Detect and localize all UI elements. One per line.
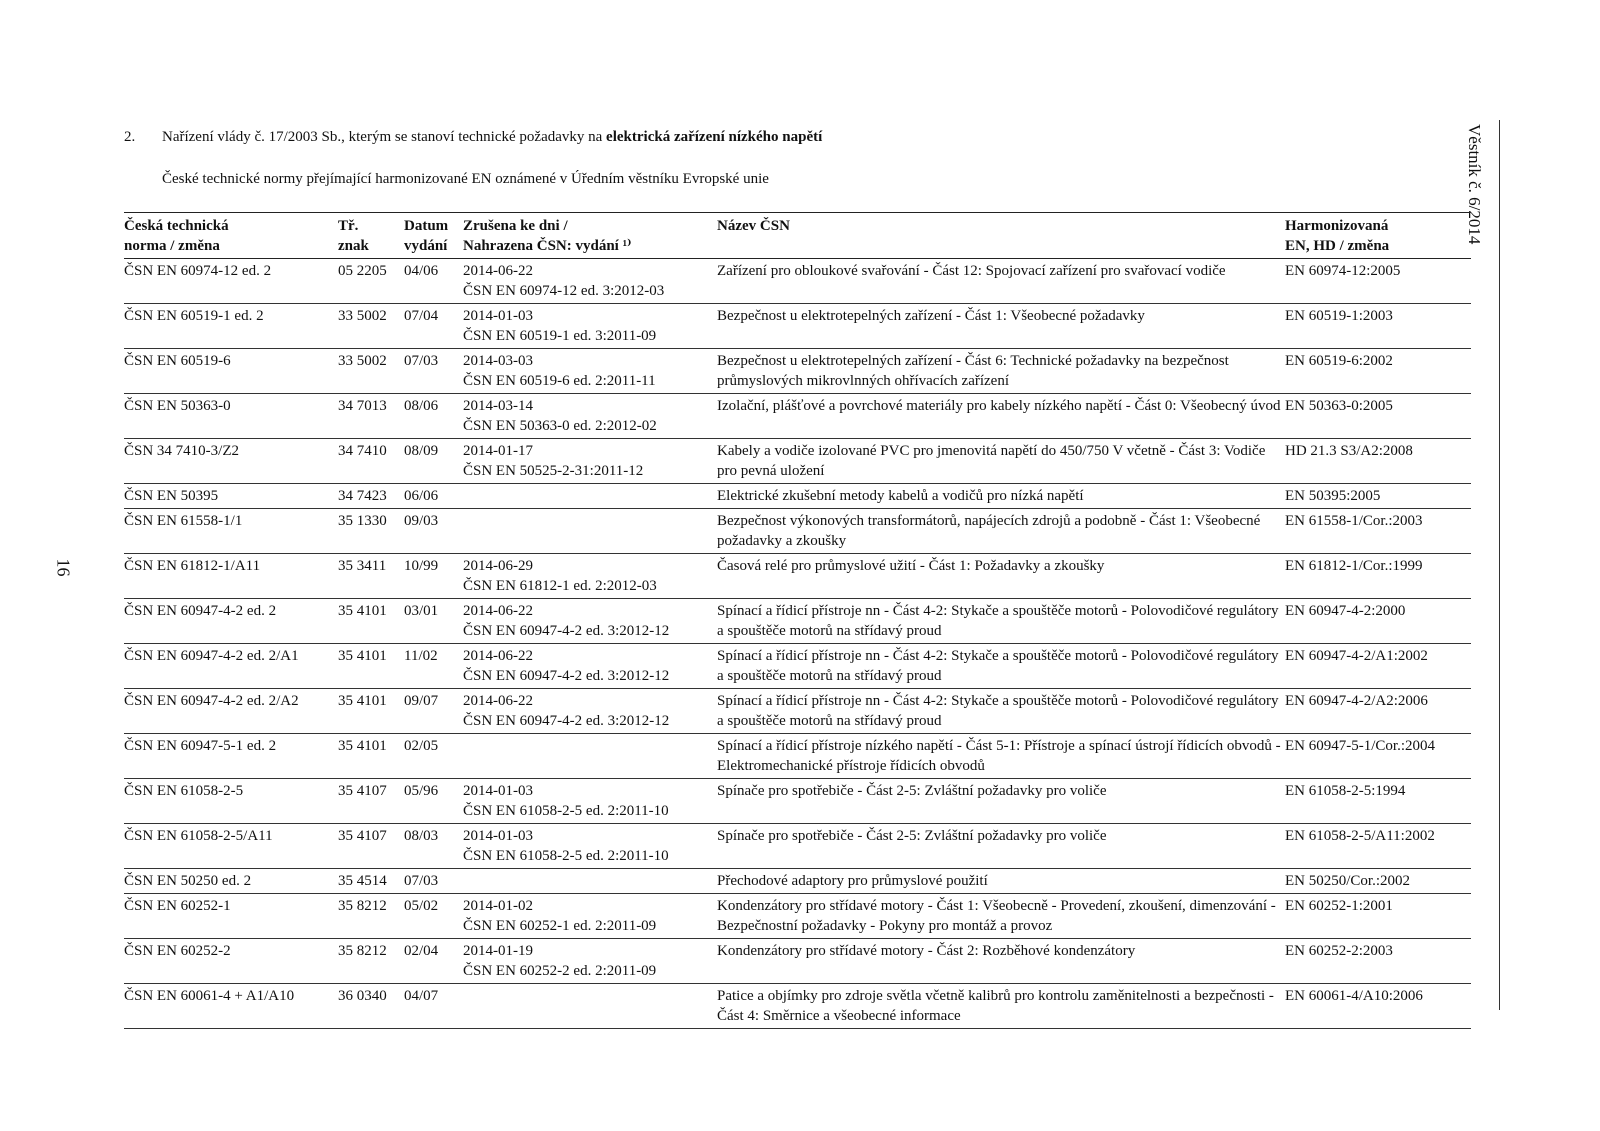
norm-norm: ČSN EN 60947-4-2 ed. 2	[124, 603, 277, 619]
title-nazev: Bezpečnost u elektrotepelných zařízení - Část 6: Technické požadavky na bezpečnost průmyslových mikrovlnných ohřívacích zařízení	[717, 353, 1229, 389]
issue-date-datum: 04/07	[404, 988, 439, 1004]
title-nazev: Spínací a řídicí přístroje nn - Část 4-2: Stykače a spouštěče motorů - Polovodičové regulátory a spouštěče motorů na střídavý proud	[717, 603, 1279, 639]
title-cell	[717, 984, 1285, 1029]
withdrawn-replaced-nahrazena: ČSN EN 60519-1 ed. 3:2011-09	[463, 328, 657, 344]
class-code-znak: 35 3411	[338, 558, 387, 574]
title-cell	[717, 689, 1285, 734]
table-row	[124, 779, 1471, 824]
class-code-cell	[338, 824, 404, 869]
section-number: 2.	[124, 129, 136, 145]
class-code-cell	[338, 939, 404, 984]
harmonized-en-cell	[1285, 484, 1471, 509]
class-code-znak: 35 4101	[338, 603, 387, 619]
withdrawn-replaced-cell	[463, 554, 717, 599]
harmonized-en-cell	[1285, 779, 1471, 824]
table-row	[124, 439, 1471, 484]
harmonized-en-en: EN 50363-0:2005	[1285, 398, 1393, 414]
issue-date-datum: 07/04	[404, 308, 439, 324]
class-code-znak: 35 1330	[338, 513, 387, 529]
norm-norm: ČSN EN 60252-1	[124, 898, 231, 914]
norm-norm: ČSN EN 50363-0	[124, 398, 231, 414]
issue-date-datum: 08/06	[404, 398, 439, 414]
harmonized-en-en: EN 61058-2-5/A11:2002	[1285, 828, 1435, 844]
issue-date-datum: 09/07	[404, 693, 439, 709]
harmonized-en-en: EN 60061-4/A10:2006	[1285, 988, 1423, 1004]
issue-date-datum: 08/03	[404, 828, 439, 844]
header-issue-date: Datum vydání	[404, 213, 463, 259]
harmonized-en-en: EN 60947-4-2/A1:2002	[1285, 648, 1428, 664]
issue-date-cell	[404, 484, 463, 509]
table-caption: České technické normy přejímající harmonizované EN oznámené v Úředním věstníku Evropské unie	[162, 171, 769, 187]
norm-norm: ČSN EN 50395	[124, 488, 219, 504]
harmonized-en-en: EN 60252-1:2001	[1285, 898, 1393, 914]
class-code-cell	[338, 644, 404, 689]
issue-date-datum: 05/96	[404, 783, 439, 799]
withdrawn-replaced-cell	[463, 779, 717, 824]
header-class-code: Tř. znak	[338, 213, 404, 259]
norm-cell	[124, 984, 338, 1029]
harmonized-en-en: EN 60974-12:2005	[1285, 263, 1401, 279]
norm-cell	[124, 779, 338, 824]
harmonized-en-en: HD 21.3 S3/A2:2008	[1285, 443, 1413, 459]
harmonized-en-en: EN 60947-4-2/A2:2006	[1285, 693, 1428, 709]
harmonized-en-cell	[1285, 349, 1471, 394]
norm-cell	[124, 394, 338, 439]
withdrawn-replaced-zrusena: 2014-01-17	[463, 443, 533, 459]
norm-cell	[124, 439, 338, 484]
table-row	[124, 349, 1471, 394]
journal-title-text: Věstník č. 6/2014	[1465, 124, 1484, 245]
norm-norm: ČSN EN 61058-2-5	[124, 783, 244, 799]
table-row	[124, 734, 1471, 779]
harmonized-en-cell	[1285, 984, 1471, 1029]
class-code-cell	[338, 984, 404, 1029]
withdrawn-replaced-nahrazena: ČSN EN 60252-1 ed. 2:2011-09	[463, 918, 657, 934]
withdrawn-replaced-nahrazena: ČSN EN 60947-4-2 ed. 3:2012-12	[463, 713, 670, 729]
issue-date-cell	[404, 394, 463, 439]
withdrawn-replaced-cell	[463, 644, 717, 689]
title-cell	[717, 439, 1285, 484]
title-nazev: Přechodové adaptory pro průmyslové použití	[717, 873, 988, 889]
withdrawn-replaced-cell	[463, 259, 717, 304]
harmonized-en-cell	[1285, 554, 1471, 599]
title-nazev: Elektrické zkušební metody kabelů a vodičů pro nízká napětí	[717, 488, 1084, 504]
header-harmonized-en: Harmonizovaná EN, HD / změna	[1285, 213, 1471, 259]
class-code-cell	[338, 599, 404, 644]
withdrawn-replaced-zrusena: 2014-01-19	[463, 943, 533, 959]
class-code-znak: 34 7410	[338, 443, 387, 459]
header-norm: Česká technická norma / změna	[124, 213, 338, 259]
title-cell	[717, 484, 1285, 509]
class-code-cell	[338, 554, 404, 599]
withdrawn-replaced-zrusena: 2014-06-22	[463, 263, 533, 279]
issue-date-cell	[404, 939, 463, 984]
title-nazev: Časová relé pro průmyslové užití - Část 1: Požadavky a zkoušky	[717, 558, 1105, 574]
withdrawn-replaced-zrusena: 2014-01-02	[463, 898, 533, 914]
harmonized-en-cell	[1285, 894, 1471, 939]
issue-date-cell	[404, 599, 463, 644]
withdrawn-replaced-cell	[463, 734, 717, 779]
issue-date-cell	[404, 304, 463, 349]
harmonized-en-cell	[1285, 869, 1471, 894]
norm-cell	[124, 689, 338, 734]
issue-date-datum: 02/04	[404, 943, 439, 959]
header-withdrawn-replaced: Zrušena ke dni / Nahrazena ČSN: vydání ¹⁾	[463, 213, 717, 259]
table-row	[124, 939, 1471, 984]
issue-date-cell	[404, 824, 463, 869]
title-nazev: Spínací a řídicí přístroje nn - Část 4-2: Stykače a spouštěče motorů - Polovodičové regulátory a spouštěče motorů na střídavý proud	[717, 693, 1279, 729]
class-code-cell	[338, 779, 404, 824]
title-nazev: Kabely a vodiče izolované PVC pro jmenovitá napětí do 450/750 V včetně - Část 3: Vodiče pro pevná uložení	[717, 443, 1266, 479]
title-cell	[717, 259, 1285, 304]
withdrawn-replaced-cell	[463, 599, 717, 644]
harmonized-en-en: EN 60252-2:2003	[1285, 943, 1393, 959]
withdrawn-replaced-nahrazena: ČSN EN 60947-4-2 ed. 3:2012-12	[463, 668, 670, 684]
issue-date-cell	[404, 869, 463, 894]
harmonized-en-en: EN 60519-1:2003	[1285, 308, 1393, 324]
norm-cell	[124, 259, 338, 304]
norm-cell	[124, 554, 338, 599]
norm-norm: ČSN EN 60519-6	[124, 353, 231, 369]
norm-norm: ČSN EN 60974-12 ed. 2	[124, 263, 272, 279]
class-code-znak: 35 8212	[338, 898, 387, 914]
withdrawn-replaced-zrusena: 2014-03-14	[463, 398, 533, 414]
withdrawn-replaced-nahrazena: ČSN EN 61812-1 ed. 2:2012-03	[463, 578, 657, 594]
table-row	[124, 869, 1471, 894]
table-row	[124, 394, 1471, 439]
table-row	[124, 644, 1471, 689]
issue-date-cell	[404, 984, 463, 1029]
title-nazev: Spínací a řídicí přístroje nízkého napětí - Část 5-1: Přístroje a spínací ústrojí řídicích obvodů - Elektromechanické přístroje řídicích obvodů	[717, 738, 1281, 774]
issue-date-datum: 05/02	[404, 898, 439, 914]
title-nazev: Izolační, plášťové a povrchové materiály pro kabely nízkého napětí - Část 0: Všeobecný úvod	[717, 398, 1281, 414]
title-nazev: Spínací a řídicí přístroje nn - Část 4-2: Stykače a spouštěče motorů - Polovodičové regulátory a spouštěče motorů na střídavý proud	[717, 648, 1279, 684]
withdrawn-replaced-nahrazena: ČSN EN 61058-2-5 ed. 2:2011-10	[463, 848, 669, 864]
harmonized-en-cell	[1285, 394, 1471, 439]
table-row	[124, 259, 1471, 304]
harmonized-en-cell	[1285, 644, 1471, 689]
withdrawn-replaced-nahrazena: ČSN EN 60947-4-2 ed. 3:2012-12	[463, 623, 670, 639]
issue-date-cell	[404, 779, 463, 824]
norm-cell	[124, 734, 338, 779]
title-nazev: Kondenzátory pro střídavé motory - Část 1: Všeobecně - Provedení, zkoušení, dimenzování - Bezpečnostní požadavky - Pokyny pro montáž a provoz	[717, 898, 1276, 934]
class-code-cell	[338, 509, 404, 554]
issue-date-cell	[404, 554, 463, 599]
norm-cell	[124, 824, 338, 869]
norm-norm: ČSN EN 60252-2	[124, 943, 231, 959]
title-nazev: Kondenzátory pro střídavé motory - Část 2: Rozběhové kondenzátory	[717, 943, 1136, 959]
norm-norm: ČSN EN 50250 ed. 2	[124, 873, 252, 889]
issue-date-datum: 04/06	[404, 263, 439, 279]
withdrawn-replaced-zrusena: 2014-06-22	[463, 648, 533, 664]
table-row	[124, 554, 1471, 599]
title-cell	[717, 394, 1285, 439]
harmonized-en-en: EN 61812-1/Cor.:1999	[1285, 558, 1423, 574]
table-row	[124, 304, 1471, 349]
norm-cell	[124, 894, 338, 939]
title-cell	[717, 824, 1285, 869]
norm-norm: ČSN EN 60519-1 ed. 2	[124, 308, 264, 324]
title-cell	[717, 869, 1285, 894]
harmonized-en-cell	[1285, 304, 1471, 349]
norm-norm: ČSN EN 61558-1/1	[124, 513, 243, 529]
issue-date-datum: 09/03	[404, 513, 439, 529]
norm-cell	[124, 304, 338, 349]
norm-norm: ČSN EN 60947-4-2 ed. 2/A2	[124, 693, 299, 709]
withdrawn-replaced-zrusena: 2014-06-22	[463, 693, 533, 709]
title-nazev: Spínače pro spotřebiče - Část 2-5: Zvláštní požadavky pro voliče	[717, 783, 1107, 799]
class-code-cell	[338, 869, 404, 894]
withdrawn-replaced-cell	[463, 984, 717, 1029]
class-code-znak: 34 7013	[338, 398, 387, 414]
harmonized-en-cell	[1285, 734, 1471, 779]
issue-date-cell	[404, 894, 463, 939]
issue-date-datum: 08/09	[404, 443, 439, 459]
issue-date-cell	[404, 509, 463, 554]
withdrawn-replaced-cell	[463, 894, 717, 939]
class-code-znak: 35 4101	[338, 648, 387, 664]
issue-date-cell	[404, 689, 463, 734]
withdrawn-replaced-nahrazena: ČSN EN 50363-0 ed. 2:2012-02	[463, 418, 657, 434]
section-heading-text: Nařízení vlády č. 17/2003 Sb., kterým se stanoví technické požadavky na	[162, 129, 607, 145]
harmonized-en-en: EN 60519-6:2002	[1285, 353, 1393, 369]
issue-date-cell	[404, 734, 463, 779]
title-nazev: Zařízení pro obloukové svařování - Část 12: Spojovací zařízení pro svařovací vodiče	[717, 263, 1226, 279]
harmonized-en-en: EN 60947-5-1/Cor.:2004	[1285, 738, 1435, 754]
class-code-znak: 05 2205	[338, 263, 387, 279]
issue-date-datum: 03/01	[404, 603, 439, 619]
norm-cell	[124, 509, 338, 554]
class-code-cell	[338, 894, 404, 939]
withdrawn-replaced-zrusena: 2014-06-22	[463, 603, 533, 619]
title-nazev: Bezpečnost u elektrotepelných zařízení - Část 1: Všeobecné požadavky	[717, 308, 1145, 324]
withdrawn-replaced-nahrazena: ČSN EN 60974-12 ed. 3:2012-03	[463, 283, 665, 299]
harmonized-en-en: EN 50250/Cor.:2002	[1285, 873, 1411, 889]
withdrawn-replaced-nahrazena: ČSN EN 60252-2 ed. 2:2011-09	[463, 963, 657, 979]
withdrawn-replaced-zrusena: 2014-06-29	[463, 558, 533, 574]
norm-cell	[124, 644, 338, 689]
issue-date-cell	[404, 644, 463, 689]
title-cell	[717, 509, 1285, 554]
norm-norm: ČSN EN 60947-5-1 ed. 2	[124, 738, 277, 754]
issue-date-cell	[404, 259, 463, 304]
class-code-znak: 35 4101	[338, 693, 387, 709]
class-code-cell	[338, 439, 404, 484]
withdrawn-replaced-cell	[463, 439, 717, 484]
title-cell	[717, 349, 1285, 394]
harmonized-en-cell	[1285, 689, 1471, 734]
class-code-znak: 33 5002	[338, 308, 387, 324]
title-cell	[717, 779, 1285, 824]
withdrawn-replaced-cell	[463, 824, 717, 869]
norm-cell	[124, 869, 338, 894]
norm-norm: ČSN EN 61812-1/A11	[124, 558, 261, 574]
harmonized-en-cell	[1285, 439, 1471, 484]
page-number: 16	[53, 558, 74, 577]
harmonized-en-cell	[1285, 824, 1471, 869]
norm-cell	[124, 484, 338, 509]
title-nazev: Spínače pro spotřebiče - Část 2-5: Zvláštní požadavky pro voliče	[717, 828, 1107, 844]
class-code-cell	[338, 689, 404, 734]
table-row	[124, 894, 1471, 939]
title-cell	[717, 894, 1285, 939]
header-title: Název ČSN	[717, 213, 1285, 259]
class-code-cell	[338, 484, 404, 509]
table-row	[124, 484, 1471, 509]
class-code-cell	[338, 304, 404, 349]
class-code-znak: 35 4101	[338, 738, 387, 754]
table-row	[124, 689, 1471, 734]
withdrawn-replaced-nahrazena: ČSN EN 60519-6 ed. 2:2011-11	[463, 373, 656, 389]
class-code-znak: 33 5002	[338, 353, 387, 369]
norm-cell	[124, 599, 338, 644]
withdrawn-replaced-zrusena: 2014-01-03	[463, 308, 533, 324]
class-code-cell	[338, 734, 404, 779]
withdrawn-replaced-cell	[463, 349, 717, 394]
title-cell	[717, 554, 1285, 599]
norm-norm: ČSN EN 60061-4 + A1/A10	[124, 988, 295, 1004]
norm-norm: ČSN EN 61058-2-5/A11	[124, 828, 273, 844]
withdrawn-replaced-zrusena: 2014-03-03	[463, 353, 533, 369]
class-code-znak: 34 7423	[338, 488, 387, 504]
title-cell	[717, 599, 1285, 644]
title-nazev: Patice a objímky pro zdroje světla včetně kalibrů pro kontrolu zaměnitelnosti a bezpečnosti - Část 4: Směrnice a všeobecné informace	[717, 988, 1274, 1024]
title-nazev: Bezpečnost výkonových transformátorů, napájecích zdrojů a podobně - Část 1: Všeobecné požadavky a zkoušky	[717, 513, 1261, 549]
class-code-cell	[338, 259, 404, 304]
issue-date-datum: 10/99	[404, 558, 439, 574]
table-row	[124, 824, 1471, 869]
withdrawn-replaced-cell	[463, 869, 717, 894]
issue-date-datum: 07/03	[404, 873, 439, 889]
issue-date-cell	[404, 349, 463, 394]
table-header-row	[124, 213, 1471, 259]
harmonized-en-en: EN 61058-2-5:1994	[1285, 783, 1406, 799]
class-code-znak: 35 4107	[338, 828, 387, 844]
norm-cell	[124, 939, 338, 984]
harmonized-en-cell	[1285, 509, 1471, 554]
class-code-znak: 36 0340	[338, 988, 387, 1004]
withdrawn-replaced-cell	[463, 689, 717, 734]
side-rule-line	[1499, 120, 1500, 1010]
table-row	[124, 509, 1471, 554]
harmonized-en-en: EN 61558-1/Cor.:2003	[1285, 513, 1423, 529]
withdrawn-replaced-nahrazena: ČSN EN 61058-2-5 ed. 2:2011-10	[463, 803, 669, 819]
withdrawn-replaced-cell	[463, 939, 717, 984]
harmonized-en-cell	[1285, 939, 1471, 984]
class-code-cell	[338, 349, 404, 394]
harmonized-en-cell	[1285, 259, 1471, 304]
harmonized-en-cell	[1285, 599, 1471, 644]
issue-date-datum: 07/03	[404, 353, 439, 369]
table-row	[124, 599, 1471, 644]
withdrawn-replaced-cell	[463, 304, 717, 349]
norm-cell	[124, 349, 338, 394]
withdrawn-replaced-cell	[463, 484, 717, 509]
harmonized-en-en: EN 50395:2005	[1285, 488, 1381, 504]
issue-date-datum: 11/02	[404, 648, 438, 664]
class-code-znak: 35 4514	[338, 873, 387, 889]
title-cell	[717, 644, 1285, 689]
section-heading	[124, 128, 1424, 147]
withdrawn-replaced-cell	[463, 509, 717, 554]
class-code-znak: 35 4107	[338, 783, 387, 799]
section-heading-bold: elektrická zařízení nízkého napětí	[606, 129, 823, 145]
title-cell	[717, 304, 1285, 349]
withdrawn-replaced-zrusena: 2014-01-03	[463, 783, 533, 799]
title-cell	[717, 939, 1285, 984]
withdrawn-replaced-nahrazena: ČSN EN 50525-2-31:2011-12	[463, 463, 644, 479]
norm-norm: ČSN 34 7410-3/Z2	[124, 443, 240, 459]
norm-norm: ČSN EN 60947-4-2 ed. 2/A1	[124, 648, 299, 664]
standards-table	[124, 212, 1471, 1029]
issue-date-datum: 02/05	[404, 738, 439, 754]
harmonized-en-en: EN 60947-4-2:2000	[1285, 603, 1406, 619]
table-row	[124, 984, 1471, 1029]
title-cell	[717, 734, 1285, 779]
issue-date-cell	[404, 439, 463, 484]
issue-date-datum: 06/06	[404, 488, 439, 504]
class-code-znak: 35 8212	[338, 943, 387, 959]
withdrawn-replaced-cell	[463, 394, 717, 439]
class-code-cell	[338, 394, 404, 439]
withdrawn-replaced-zrusena: 2014-01-03	[463, 828, 533, 844]
